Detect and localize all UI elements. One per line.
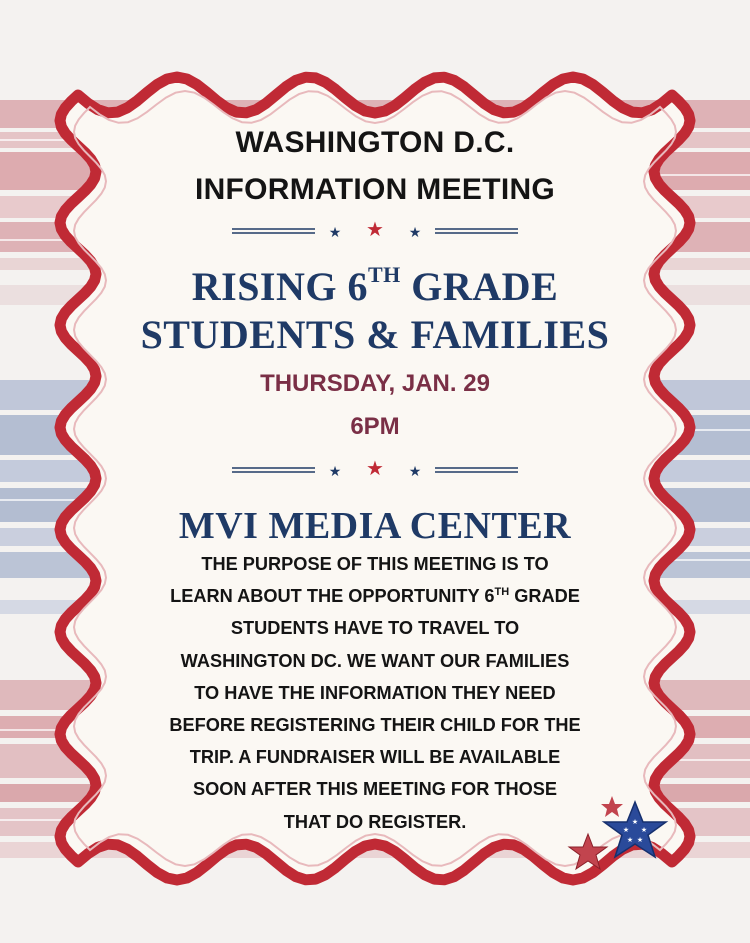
meeting-date: THURSDAY, JAN. 29 [260,370,490,397]
small-red-star-icon [601,796,623,817]
star-icon: ★ [408,225,422,241]
description-line: THE PURPOSE OF THIS MEETING IS TO [201,554,549,574]
description-line: LEARN ABOUT THE OPPORTUNITY 6TH GRADE [170,586,580,607]
audience-line-1: RISING 6TH GRADE [191,262,559,309]
meeting-time: 6PM [350,413,400,440]
svg-text:★: ★ [622,826,630,834]
svg-text:★: ★ [636,836,644,844]
svg-text:★: ★ [640,826,648,834]
star-icon: ★ [328,464,342,480]
star-divider [230,218,520,244]
description-line: WASHINGTON DC. WE WANT OUR FAMILIES [180,650,570,671]
star-icon: ★ [366,457,384,480]
description-line: SOON AFTER THIS MEETING FOR THOSE [192,779,558,800]
star-cluster-icon [560,790,680,880]
star-icon: ★ [366,218,384,241]
heading-line-2: INFORMATION MEETING [194,173,556,206]
description-line: STUDENTS HAVE TO TRAVEL TO [230,618,520,639]
red-star-icon [569,834,607,869]
description-line: THAT DO REGISTER. [283,811,467,832]
description-line: TRIP. A FUNDRAISER WILL BE AVAILABLE [189,747,561,768]
heading-line-1: WASHINGTON D.C. [235,126,515,159]
svg-text:★: ★ [626,836,634,844]
audience-line-2: STUDENTS & FAMILIES [140,312,610,357]
meeting-location: MVI MEDIA CENTER [178,505,572,547]
star-icon: ★ [408,464,422,480]
svg-text:★: ★ [631,818,639,826]
description-line: TO HAVE THE INFORMATION THEY NEED [194,682,556,703]
star-divider [230,457,520,483]
star-icon: ★ [328,225,342,241]
description-line: BEFORE REGISTERING THEIR CHILD FOR THE [169,715,581,736]
